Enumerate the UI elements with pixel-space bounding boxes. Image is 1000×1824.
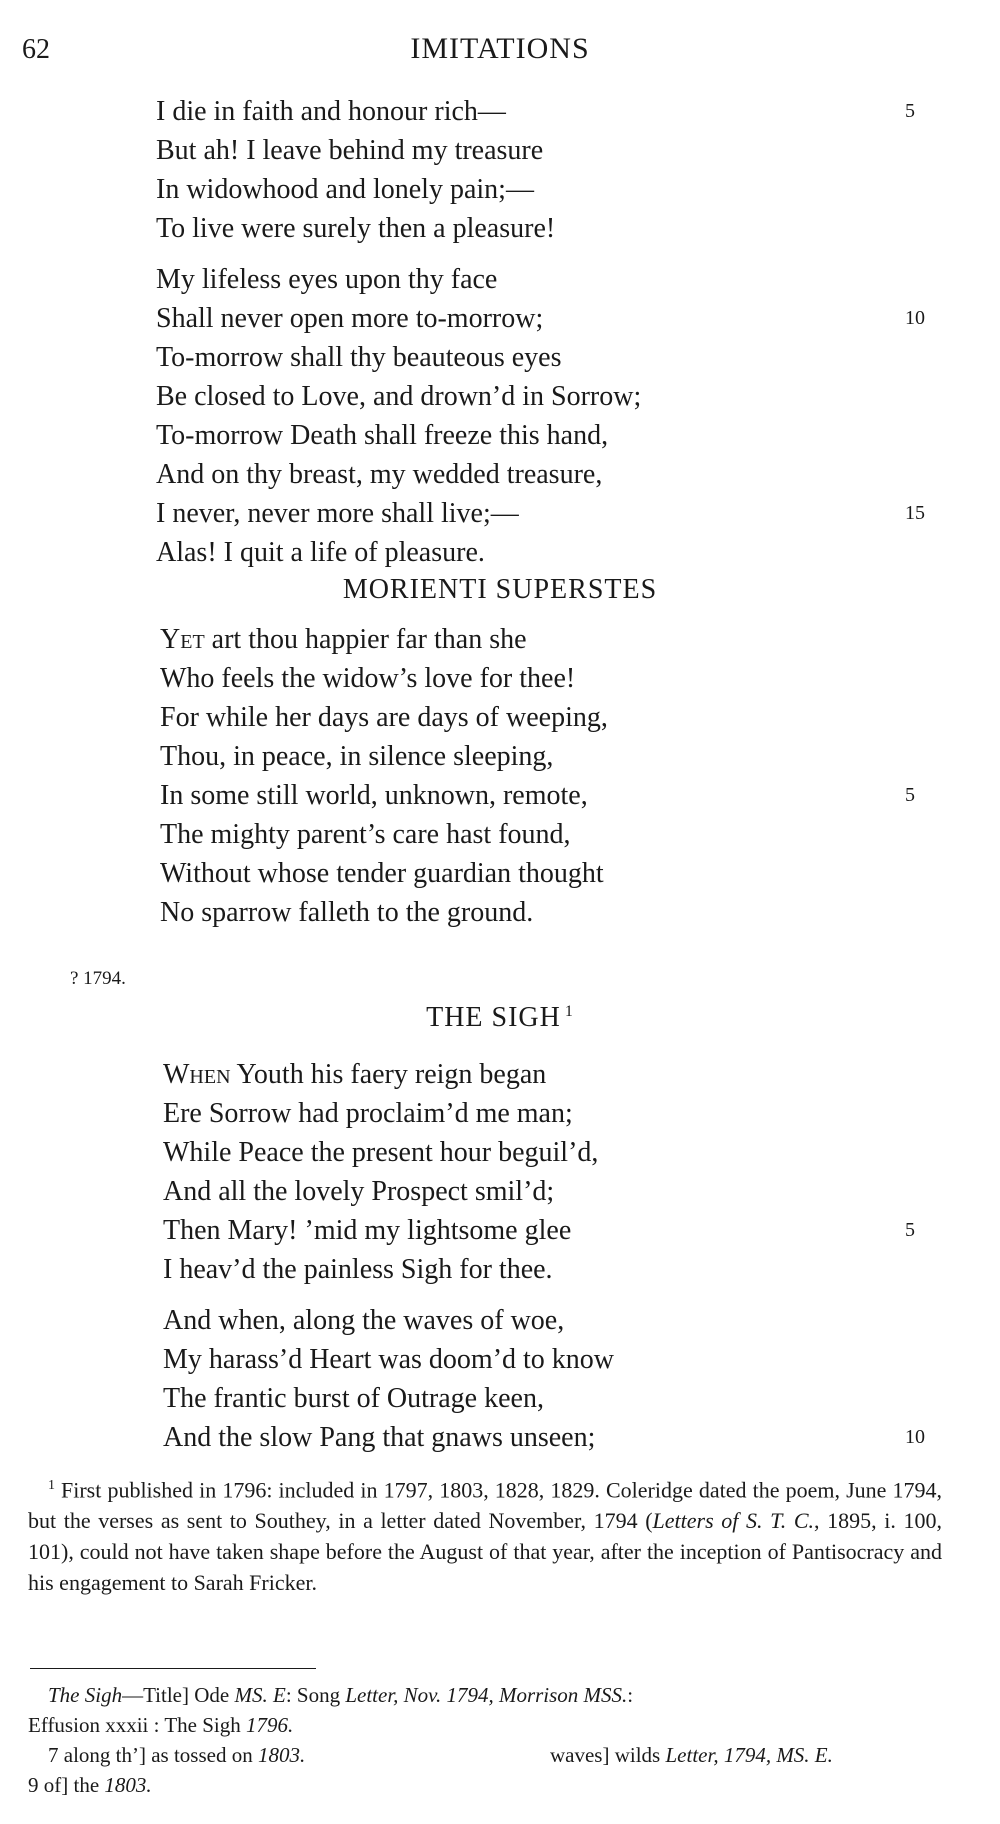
line-text: Ere Sorrow had proclaim’d me man; — [163, 1098, 573, 1129]
line-text: To-morrow shall thy beauteous eyes — [156, 342, 562, 373]
footnote-divider — [30, 1668, 316, 1669]
poem-line — [0, 1418, 1000, 1457]
footnote — [28, 1470, 942, 1598]
footnote-mark: 1 — [48, 1478, 55, 1493]
poem-line — [0, 698, 1000, 737]
footnote-citation: Letters of S. T. C. — [652, 1508, 815, 1534]
line-text: And the slow Pang that gnaws unseen; — [163, 1422, 596, 1453]
poem-morienti-superstes — [0, 620, 1000, 932]
variant-line — [28, 1770, 942, 1800]
poem2-lines — [0, 659, 1000, 932]
poem-line — [0, 1340, 1000, 1379]
poem-line — [0, 1172, 1000, 1211]
poem-line — [0, 1250, 1000, 1289]
poem-line — [0, 209, 1000, 248]
line-text: The frantic burst of Outrage keen, — [163, 1383, 544, 1414]
line-text: In some still world, unknown, remote, — [160, 780, 588, 811]
poem-line — [0, 776, 1000, 815]
line-text: Youth his faery reign began — [230, 1059, 547, 1090]
line-text: For while her days are days of weeping, — [160, 702, 608, 733]
poem-line — [0, 1055, 1000, 1094]
variant-text: Effusion xxxii : The Sigh — [28, 1713, 246, 1737]
line-text: I die in faith and honour rich— — [156, 96, 506, 127]
variant-text: —Title] Ode — [122, 1683, 235, 1707]
line-text: Shall never open more to-morrow; — [156, 303, 544, 334]
poem-line — [0, 815, 1000, 854]
line-text: I heav’d the painless Sigh for thee. — [163, 1254, 553, 1285]
line-number: 5 — [905, 1219, 915, 1241]
line-text: While Peace the present hour beguil’d, — [163, 1137, 599, 1168]
footnote-text-b: , 1895, i. 100, 101), could not have taken shape before the August of that year, after the inception of Pantisocracy and his engagement to Sarah Fricker. — [28, 1508, 942, 1596]
line-text: And when, along the waves of woe, — [163, 1305, 565, 1336]
poem-line — [0, 377, 1000, 416]
line-text: Without whose tender guardian thought — [160, 858, 604, 889]
line-text: In widowhood and lonely pain;— — [156, 174, 534, 205]
variant-text: 7 along th’] as tossed on — [48, 1743, 258, 1767]
page-header — [0, 30, 1000, 74]
poem-title-morienti-superstes: MORIENTI SUPERSTES — [342, 574, 658, 605]
poem-line — [0, 299, 1000, 338]
running-head: IMITATIONS — [410, 32, 590, 65]
line-text: Alas! I quit a life of pleasure. — [156, 537, 485, 568]
poem-line — [0, 260, 1000, 299]
poem-line — [0, 1379, 1000, 1418]
line-text: My harass’d Heart was doom’d to know — [163, 1344, 615, 1375]
line-text: Then Mary! ’mid my lightsome glee — [163, 1215, 572, 1246]
variant-line — [28, 1680, 942, 1710]
drop-word: Yet — [160, 624, 205, 655]
poem-line — [0, 1211, 1000, 1250]
poem-line — [0, 620, 1000, 659]
poem-continuation — [0, 92, 1000, 572]
variant-source: 1796. — [245, 1713, 294, 1737]
line-number: 15 — [905, 502, 925, 524]
line-text: The mighty parent’s care hast found, — [160, 819, 571, 850]
line-number: 10 — [905, 1426, 925, 1448]
title-text: THE SIGH — [426, 1002, 561, 1033]
line-text: Who feels the widow’s love for thee! — [160, 663, 576, 694]
textual-variants — [28, 1680, 942, 1800]
footnote-marker: 1 — [564, 1002, 574, 1020]
variant-source: 1803. — [257, 1743, 306, 1767]
poem1-stanza-1 — [0, 92, 1000, 248]
poem-line — [0, 659, 1000, 698]
line-text: And all the lovely Prospect smil’d; — [163, 1176, 555, 1207]
poem1-stanza-2 — [0, 260, 1000, 572]
poem-line — [0, 416, 1000, 455]
poem-line — [0, 1301, 1000, 1340]
drop-word: When — [163, 1059, 231, 1090]
variant-source: Letter, 1794, MS. E. — [665, 1743, 833, 1767]
poem-line — [0, 893, 1000, 932]
line-text: To live were surely then a pleasure! — [156, 213, 556, 244]
line-text: My lifeless eyes upon thy face — [156, 264, 498, 295]
variant-line — [28, 1710, 942, 1740]
poem-line — [0, 92, 1000, 131]
footnote-text-a: First published in 1796: included in 1797, 1803, 1828, 1829. Coleridge dated the poem, June 1794, but the verses as sent to Southey, in a letter dated November, 1794 ( — [28, 1477, 942, 1534]
line-text: I never, never more shall live;— — [156, 498, 519, 529]
line-text: Thou, in peace, in silence sleeping, — [160, 741, 554, 772]
line-text: Be closed to Love, and drown’d in Sorrow; — [156, 381, 642, 412]
line-text: No sparrow falleth to the ground. — [160, 897, 534, 928]
variant-source: 1803. — [104, 1773, 152, 1797]
line-number: 5 — [905, 784, 915, 806]
poem-line — [0, 131, 1000, 170]
poem-line — [0, 338, 1000, 377]
line-text: And on thy breast, my wedded treasure, — [156, 459, 603, 490]
line-number: 5 — [905, 100, 915, 122]
poem3-stanza-2 — [0, 1301, 1000, 1457]
variant-source: Letter, Nov. 1794, Morrison MSS. — [345, 1683, 628, 1707]
poem-line — [0, 1094, 1000, 1133]
poem-title-the-sigh — [0, 1002, 1000, 1034]
line-text: art thou happier far than she — [204, 624, 527, 655]
poem3-stanza-1 — [0, 1094, 1000, 1289]
variant-text: : — [627, 1683, 634, 1707]
poem-line — [0, 455, 1000, 494]
line-text: But ah! I leave behind my treasure — [156, 135, 544, 166]
poem-line — [0, 494, 1000, 533]
variant-text: 9 of] the — [28, 1773, 105, 1797]
variant-ref: The Sigh — [48, 1683, 123, 1707]
poem-the-sigh — [0, 1055, 1000, 1457]
date-note: ? 1794. — [70, 968, 126, 989]
poem-line — [0, 533, 1000, 572]
line-number: 10 — [905, 307, 925, 329]
page-number: 62 — [22, 34, 50, 65]
poem-line — [0, 854, 1000, 893]
poem-line — [0, 170, 1000, 209]
variant-line — [28, 1740, 942, 1770]
variant-source: MS. E — [234, 1683, 286, 1707]
poem-line — [0, 737, 1000, 776]
line-text: To-morrow Death shall freeze this hand, — [156, 420, 609, 451]
variant-text: waves] wilds — [550, 1743, 666, 1767]
variant-text: : Song — [285, 1683, 346, 1707]
poem-line — [0, 1133, 1000, 1172]
